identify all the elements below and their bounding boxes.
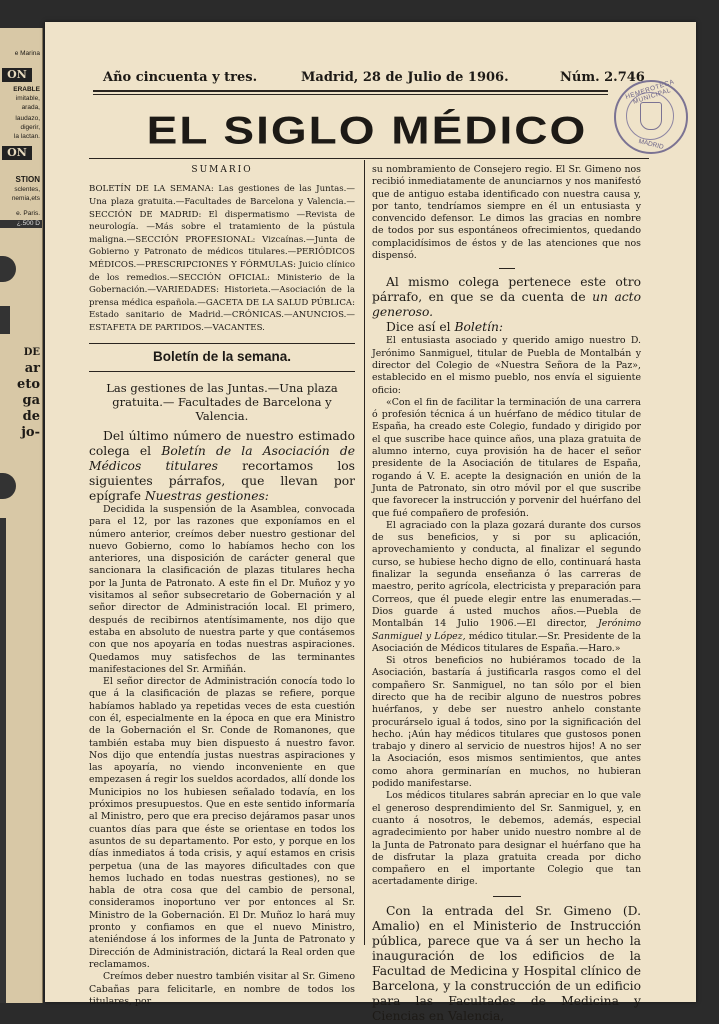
margin-fragment: eto — [17, 377, 40, 392]
margin-fragment: de — [22, 409, 40, 424]
summary-heading: SUMARIO — [191, 165, 253, 175]
library-stamp — [614, 80, 688, 154]
body-paragraph: Al mismo colega pertenece este otro párrafo, en que se da cuenta de un acto generoso. — [372, 275, 642, 320]
header-rule — [93, 90, 608, 92]
body-paragraph: Los médicos titulares sabrán apreciar en lo que vale el generoso desprendimiento del Sr. Sanmiguel, y, en cuanto á nosotros, le debemos, además, especial agradecimiento por haber unido nuestro nombre al de la Junta de Patronato para designar el huérfano que ha de disfrutar la plaza gratuita creada por dicho compañero en el importante Colegio que tan acertadamente dirige. — [372, 790, 641, 888]
body-paragraph: El señor director de Administración conocía todo lo que á la clasificación de plazas se refiere, porque habíamos hablado ya repetidas veces de esta cuestión con él, especialmente en la época en que era Ministro de la Gobernación el Sr. Conde de Romanones, que también estaba muy bien dispuesto á nuestro favor. Nos dijo que entendía justas nuestras aspiraciones y las apoyaría, no viendo inconveniente en que empezasen á regir los sueldos acordados, allí donde los Municipios no los hubiesen señalado todavía, en los próximos presupuestos. Que en este sentido informaría al Ministro, pero que era preciso dejáramos pasar unos cuantos días para que éste se orientase en todos los asuntos de su departamento. Por esto, y porque en los días inmediatos á toda crisis, y aquí estamos en crisis perpetua (una de las mayores dificultades con que hemos luchado en todas nuestras gestiones), no se habla de otra cosa que del cambio de personal, consideramos inoportuno ver por entonces al Sr. Ministro de la Gobernación. El Dr. Muñoz lo hará muy pronto y confiamos en que el nuevo Ministro, ateniéndose á los informes de la Junta de Patronato y Dirección de Administración, dictará la Real orden que reclamamos. — [89, 676, 355, 970]
intro-paragraph: Del último número de nuestro estimado colega el Boletín de la Asociación de Médicos titulares recortamos los siguientes párrafos, que llevan por epígrafe Nuestras gestiones: — [89, 428, 355, 503]
margin-fragment: arada, — [21, 104, 40, 111]
margin-blot — [0, 473, 16, 499]
body-paragraph: Creímos deber nuestro también visitar al Sr. Gimeno Cabañas para felicitarle, en nombre de todos los titulares, por — [89, 971, 355, 1007]
separator — [499, 268, 515, 269]
margin-fragment: e. Paris. — [16, 210, 40, 217]
margin-fragment: ar — [24, 361, 40, 376]
subheading: Las gestiones de las Juntas.—Una plaza gratuita.— Facultades de Barcelona y Valencia. — [106, 380, 338, 423]
margin-fragment: jo- — [21, 425, 40, 440]
title-rule — [89, 158, 649, 159]
margin-blot — [0, 256, 16, 282]
separator — [493, 896, 521, 897]
summary-text: BOLETÍN DE LA SEMANA: Las gestiones de las Juntas.—Una plaza gratuita.—Facultades de Barcelona y Valencia.—SECCIÓN DE MADRID: El dispermatismo —Revista de neurología. —Más sobre el tratamiento de la pústula maligna.—SECCIÓN PROFESIONAL: Vizcaínas.—Junta de Gobierno y Patronato de médicos titulares.—PERIÓDICOS MÉDICOS.—PRESCRIPCIONES Y FÓRMULAS: Juicio clínico de los remedios.—SECCIÓN OFICIAL: Ministerio de la Gobernación.—VARIEDADES: Historieta.—Asociación de la prensa médica española.—GACETA DE LA SALUD PÚBLICA: Estado sanitario de Madrid.—CRÓNICAS.—ANUNCIOS.—ESTAFETA DE PARTIDOS.—VACANTES. — [89, 184, 355, 333]
margin-fragment: laudazo, — [15, 115, 40, 122]
section-rule — [89, 371, 355, 372]
issue-number: Núm. 2.746 — [560, 70, 645, 85]
margin-fragment: imitable, — [15, 95, 40, 102]
margin-fragment: ga — [22, 393, 40, 408]
column-divider — [364, 160, 365, 945]
body-paragraph: Con la entrada del Sr. Gimeno (D. Amalio) en el Ministerio de Instrucción pública, parece que va á ser un hecho la inauguración de los edificios de la Facultad de Medicina y Hospital clínico de Barcelona, y la construcción de un edificio para las Facultades de Medicina y Ciencias en Valencia, — [372, 903, 641, 1023]
coat-of-arms-icon — [640, 102, 662, 130]
right-column — [372, 164, 641, 1024]
margin-fragment: STION — [15, 175, 40, 184]
margin-fragment: la lactan. — [13, 133, 40, 140]
margin-fragment: ON — [2, 146, 32, 160]
body-paragraph: «Con el fin de facilitar la terminación de una carrera ó profesión técnica á un huérfano de médico titular de España, ha creado este Colegio, fundado y dirigido por el que suscribe hace quince años, una plaza gratuita de alumno interno, cuya provisión ha de hacer el señor presidente de la Asociación de titulares de España, rogando á V. E. acepte la designación en unión de la Junta de Patronato, sin otro móvil por el que suscribe que favorecer la instrucción y porvenir del huérfano del que fué compañero de profesión. — [372, 396, 641, 519]
volume-year: Año cincuenta y tres. — [103, 70, 258, 85]
margin-fragment: nemia,ets — [11, 195, 40, 202]
stamp-text-top: HEMEROTECA MUNICIPAL — [624, 78, 676, 106]
body-paragraph: Dice así el Boletín: — [386, 320, 504, 335]
margin-fragment: ERABLE — [13, 86, 40, 93]
body-paragraph: su nombramiento de Consejero regio. El Sr. Gimeno nos recibió inmediatamente de anunciarnos y nos manifestó que de antiguo estaba identificado con nuestra causa y, por tanto, tendríamos siempre en él un entusiasta y convencido defensor. Le dimos las gracias en nombre de todos por sus espontáneos ofrecimientos, quedando complacidísimos de éstos y de las atenciones que nos dispensó. — [372, 164, 641, 262]
stamp-text-bottom: MADRID — [637, 138, 665, 151]
margin-fragment: DE — [23, 347, 40, 358]
body-paragraph: Decidida la suspensión de la Asamblea, convocada para el 12, por las razones que exponíamos en el número anterior, creímos deber nuestro gestionar del nuevo Gobierno, como lo habíamos hecho con los anteriores, una disposición de carácter general que sancionara la clasificación de plazas titulares hecha por la Junta de Patronato. A este fin el Dr. Muñoz y yo visitamos al señor subsecretario de Gobernación y al señor director de Administración local. El primero, después de recibirnos atentísimamente, nos dijo que estaba en absoluto de nuestra parte y que contásemos con que nos apoyaría en todas nuestras aspiraciones. Quedamos muy satisfechos de las terminantes manifestaciones del Sr. Armiñán. — [89, 503, 355, 675]
section-heading: Boletín de la semana. — [152, 348, 292, 364]
section-rule — [89, 343, 355, 344]
newspaper-page — [45, 22, 696, 1023]
margin-blot — [0, 518, 6, 1003]
margin-fragment: ¿.500 D — [0, 220, 42, 228]
issue-date: Madrid, 28 de Julio de 1906. — [301, 70, 509, 85]
left-column — [89, 164, 355, 1008]
margin-fragment: e Marina — [14, 50, 40, 57]
header-rule — [93, 94, 608, 95]
margin-fragment: ON — [2, 68, 32, 82]
body-paragraph: El agraciado con la plaza gozará durante dos cursos de sus beneficios, y si por su aplicación, aprovechamiento y conducta, al finalizar el segundo curso, se hubiese hecho digno de ello, continuará hasta finalizar la segunda enseñanza ó las carreras de maestro, perito agrícola, electricista y preparación para Correos, que él puede elegir entre las enumeradas.—Dios guarde á usted muchos años.—Puebla de Montalbán 14 Julio 1906.—El director, Jerónimo Sanmiguel y López, médico titular.—Sr. Presidente de la Asociación de Médicos titulares de España.—Haro.» — [372, 519, 641, 654]
body-paragraph: El entusiasta asociado y querido amigo nuestro D. Jerónimo Sanmiguel, titular de Puebla de Montalbán y director del Colegio de «Nuestra Señora de la Paz», establecido en el mismo pueblo, nos envía el siguiente oficio: — [372, 335, 641, 396]
adjacent-page-edge — [0, 28, 43, 1003]
margin-fragment: digerir, — [20, 124, 40, 131]
margin-fragment: sclentes, — [14, 186, 40, 193]
margin-blot — [0, 306, 10, 334]
body-paragraph: Si otros beneficios no hubiéramos tocado de la Asociación, bastaría á justificarla rasgos como el del compañero Sr. Sanmiguel, no tan sólo por el bien directo que ha de recibir alguno de nuestros pobres huérfanos, y debe ser nuestro anhelo constante procurárselo igual á todos, sino por la significación del hecho. ¡Aún hay médicos titulares que gustosos ponen trabajo y dinero al servicio de nuestros hijos! A no ser la Asociación, esos mismos sentimientos, que antes como ahora germinarían en muchos, no hubieran podido manifestarse. — [372, 655, 641, 790]
newspaper-title: EL SIGLO MÉDICO — [146, 107, 588, 153]
